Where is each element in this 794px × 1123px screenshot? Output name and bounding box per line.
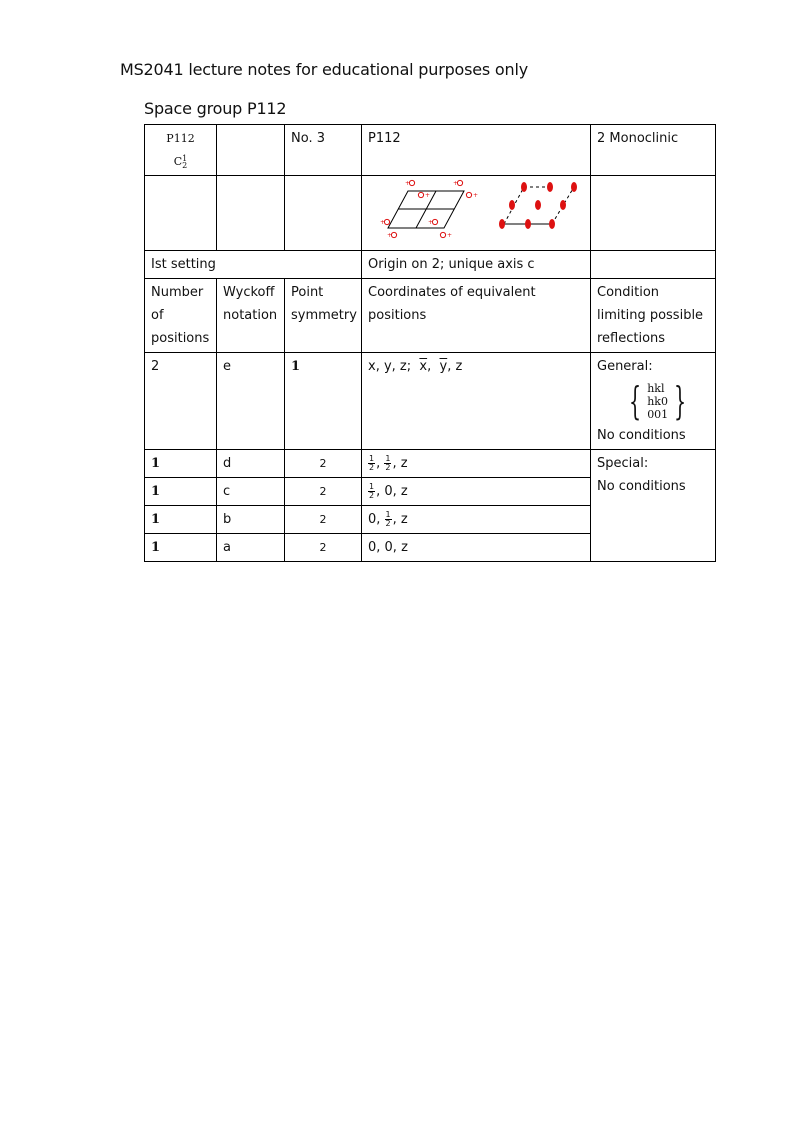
- sign-plus: +: [405, 180, 411, 187]
- special-multiplicity: 1: [145, 534, 217, 562]
- position-marker: [457, 180, 462, 185]
- special-symmetry: 2: [285, 478, 362, 506]
- empty-cell: [217, 125, 285, 176]
- table-row-header-info: [145, 125, 716, 176]
- space-group-title: Space group P112: [144, 99, 287, 118]
- special-wyckoff: b: [217, 506, 285, 534]
- symbol-schoenflies: C 1 2: [173, 154, 188, 170]
- table-row-diagrams: [145, 176, 716, 251]
- sign-plus: +: [428, 219, 434, 226]
- empty-cell: [145, 176, 217, 251]
- position-marker: [440, 232, 445, 237]
- special-conditions: Special: No conditions: [591, 450, 716, 562]
- sign-plus: +: [380, 219, 386, 226]
- twofold-axis: [547, 182, 553, 192]
- sign-plus: +: [387, 232, 393, 239]
- position-marker: [384, 219, 389, 224]
- hm-symbol: P112: [362, 125, 591, 176]
- general-multiplicity: 2: [145, 353, 217, 450]
- header-wyckoff: Wyckoff notation: [217, 279, 285, 353]
- special-wyckoff: d: [217, 450, 285, 478]
- special-symmetry: 2: [285, 506, 362, 534]
- setting-label: Ist setting: [145, 251, 362, 279]
- sign-plus: +: [453, 180, 459, 187]
- header-coordinates: Coordinates of equivalent positions: [362, 279, 591, 353]
- schoenflies-cell: [145, 125, 217, 176]
- twofold-axis: [560, 200, 566, 210]
- twofold-axis: [571, 182, 577, 192]
- origin-label: Origin on 2; unique axis c: [362, 251, 591, 279]
- position-marker: [409, 180, 414, 185]
- fraction-half: $\frac{1}{2}$: [385, 454, 391, 472]
- general-conditions: General: { hkl hk0 001 } No conditions: [591, 353, 716, 450]
- twofold-axis: [509, 200, 515, 210]
- special-coordinates: $\frac{1}{2}$ , 0, z: [362, 478, 591, 506]
- twofold-axis-markers: [499, 182, 577, 229]
- symmetry-elements-diagram: [499, 182, 577, 229]
- brace-right: }: [674, 379, 687, 423]
- special-coordinates: $\frac{1}{2}$ , $\frac{1}{2}$ , z: [362, 450, 591, 478]
- header-conditions: Condition limiting possible reflections: [591, 279, 716, 353]
- header-positions: Number of positions: [145, 279, 217, 353]
- header-symmetry: Point symmetry: [285, 279, 362, 353]
- sign-plus: +: [425, 192, 431, 199]
- fraction-half: $\frac{1}{2}$: [369, 482, 375, 500]
- position-marker: [432, 219, 437, 224]
- page-header: MS2041 lecture notes for educational purposes only: [120, 60, 528, 79]
- special-symmetry: 2: [285, 534, 362, 562]
- sign-plus: +: [473, 192, 479, 199]
- sign-plus: +: [447, 232, 453, 239]
- empty-cell: [591, 251, 716, 279]
- special-coordinates: 0, 0, z: [362, 534, 591, 562]
- brace-left: {: [629, 379, 642, 423]
- empty-cell: [591, 176, 716, 251]
- symmetry-diagrams: [368, 178, 597, 240]
- empty-cell: [217, 176, 285, 251]
- space-group-table: [144, 124, 716, 562]
- twofold-axis: [535, 200, 541, 210]
- crystal-system: 2 Monoclinic: [591, 125, 716, 176]
- table-row-general: [145, 353, 716, 450]
- position-marker: [466, 192, 471, 197]
- special-multiplicity: 1: [145, 506, 217, 534]
- special-multiplicity: 1: [145, 478, 217, 506]
- special-multiplicity: 1: [145, 450, 217, 478]
- position-marker: [391, 232, 396, 237]
- special-wyckoff: c: [217, 478, 285, 506]
- symbol-top: P112: [166, 132, 195, 145]
- twofold-axis: [521, 182, 527, 192]
- fraction-half: $\frac{1}{2}$: [369, 454, 375, 472]
- general-positions-diagram: [380, 180, 478, 239]
- position-marker: [418, 192, 423, 197]
- fraction-half: $\frac{1}{2}$: [385, 510, 391, 528]
- reflection-set: [623, 378, 709, 424]
- general-wyckoff: e: [217, 353, 285, 450]
- twofold-axis: [525, 219, 531, 229]
- special-symmetry: 2: [285, 450, 362, 478]
- table-row-column-headers: [145, 279, 716, 353]
- reflection-rows: hkl hk0 001: [647, 381, 669, 421]
- twofold-axis: [499, 219, 505, 229]
- diagram-cell: [362, 176, 591, 251]
- special-wyckoff: a: [217, 534, 285, 562]
- table-row-setting: [145, 251, 716, 279]
- special-coordinates: 0, $\frac{1}{2}$ , z: [362, 506, 591, 534]
- space-group-number: No. 3: [285, 125, 362, 176]
- empty-cell: [285, 176, 362, 251]
- general-symmetry: 1: [285, 353, 362, 450]
- twofold-axis: [549, 219, 555, 229]
- table-row-special-d: [145, 450, 716, 478]
- general-coordinates: x, y, z; $\overline{x}$, $\overline{y}$, z: [362, 353, 591, 450]
